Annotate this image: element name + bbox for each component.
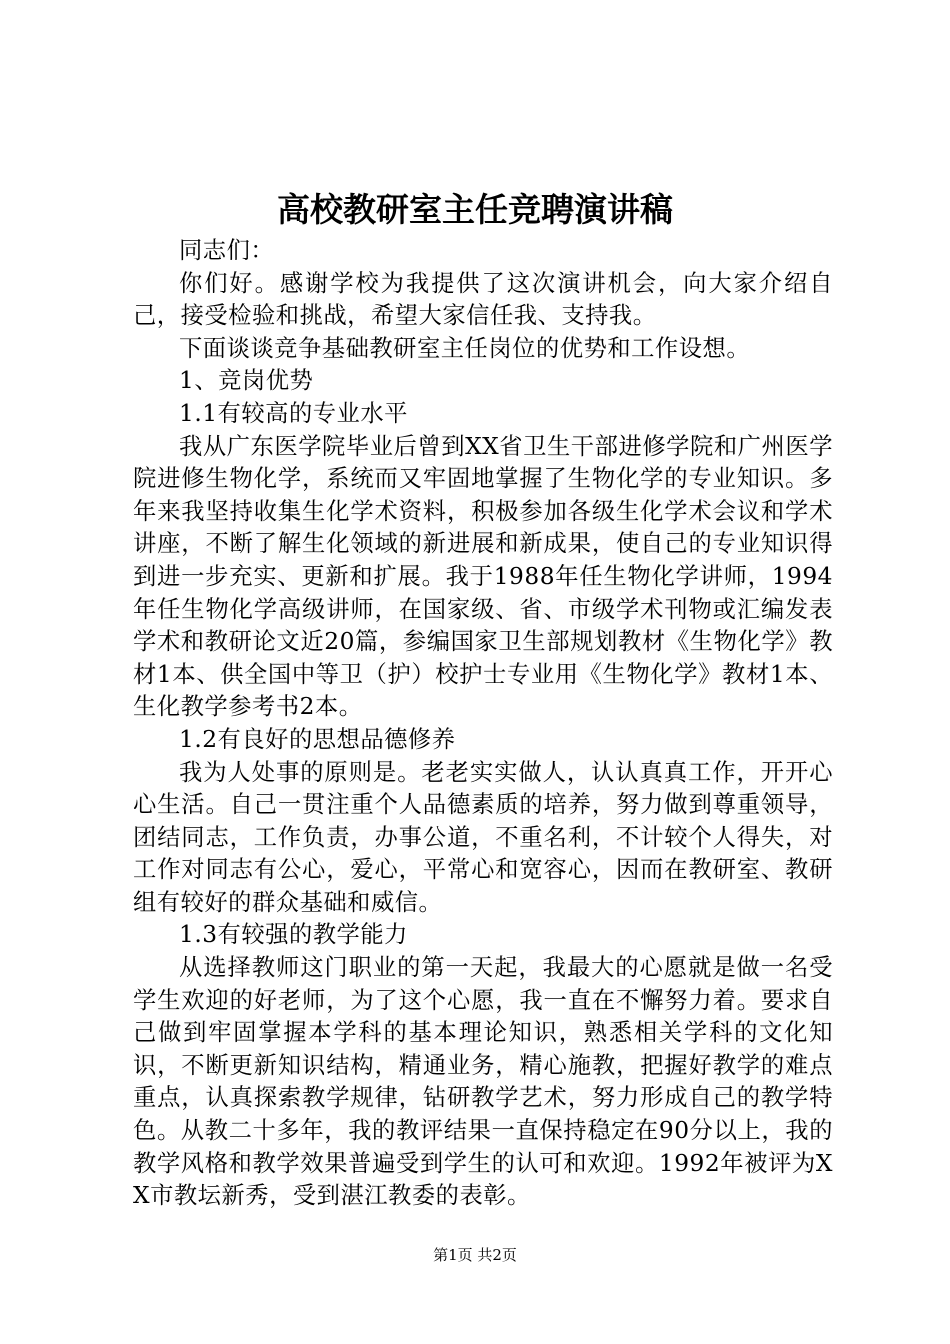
- paragraph-intro: 下面谈谈竞争基础教研室主任岗位的优势和工作设想。: [179, 334, 751, 362]
- paragraph-salutation: 同志们：: [179, 237, 275, 264]
- paragraph-greeting: 你们好。感谢学校为我提供了这次演讲机会，向大家介绍自己，接受检验和挑战，希望大家信任我、支持我。: [133, 269, 833, 330]
- subsection-heading-teaching: 1.3有较强的教学能力: [179, 921, 408, 949]
- section-heading-advantages: 1、竞岗优势: [179, 367, 314, 395]
- document-title: 高校教研室主任竞聘演讲稿: [277, 190, 673, 229]
- paragraph-moral: 我为人处事的原则是。老老实实做人，认认真真工作，开开心心生活。自己一贯注重个人品德素质的培养，努力做到尊重领导，团结同志，工作负责，办事公道，不重名利，不计较个人得失，对工作对同志有公心，爱心，平常心和宽容心，因而在教研室、教研组有较好的群众基础和威信。: [133, 758, 833, 916]
- document-body: [133, 235, 833, 1213]
- subsection-heading-moral: 1.2有良好的思想品德修养: [179, 725, 456, 753]
- paragraph-teaching: 从选择教师这门职业的第一天起，我最大的心愿就是做一名受学生欢迎的好老师，为了这个心愿，我一直在不懈努力着。要求自己做到牢固掌握本学科的基本理论知识，熟悉相关学科的文化知识，不断更新知识结构，精通业务，精心施教，把握好教学的难点重点，认真探索教学规律，钻研教学艺术，努力形成自己的教学特色。从教二十多年，我的教评结果一直保持稳定在90分以上，我的教学风格和教学效果普遍受到学生的认可和欢迎。1992年被评为XX市教坛新秀，受到湛江教委的表彰。: [133, 954, 833, 1210]
- subsection-heading-professional: 1.1有较高的专业水平: [179, 399, 408, 427]
- page-number-footer: 第1页 共2页: [433, 1246, 517, 1264]
- paragraph-professional: 我从广东医学院毕业后曾到XX省卫生干部进修学院和广州医学院进修生物化学，系统而又牢固地掌握了生物化学的专业知识。多年来我坚持收集生化学术资料，积极参加各级生化学术会议和学术讲座，不断了解生化领域的新进展和新成果，使自己的专业知识得到进一步充实、更新和扩展。我于1988年任生物化学讲师，1994年任生物化学高级讲师，在国家级、省、市级学术刊物或汇编发表学术和教研论文近20篇，参编国家卫生部规划教材《生物化学》教材1本、供全国中等卫（护）校护士专业用《生物化学》教材1本、生化教学参考书2本。: [133, 432, 833, 721]
